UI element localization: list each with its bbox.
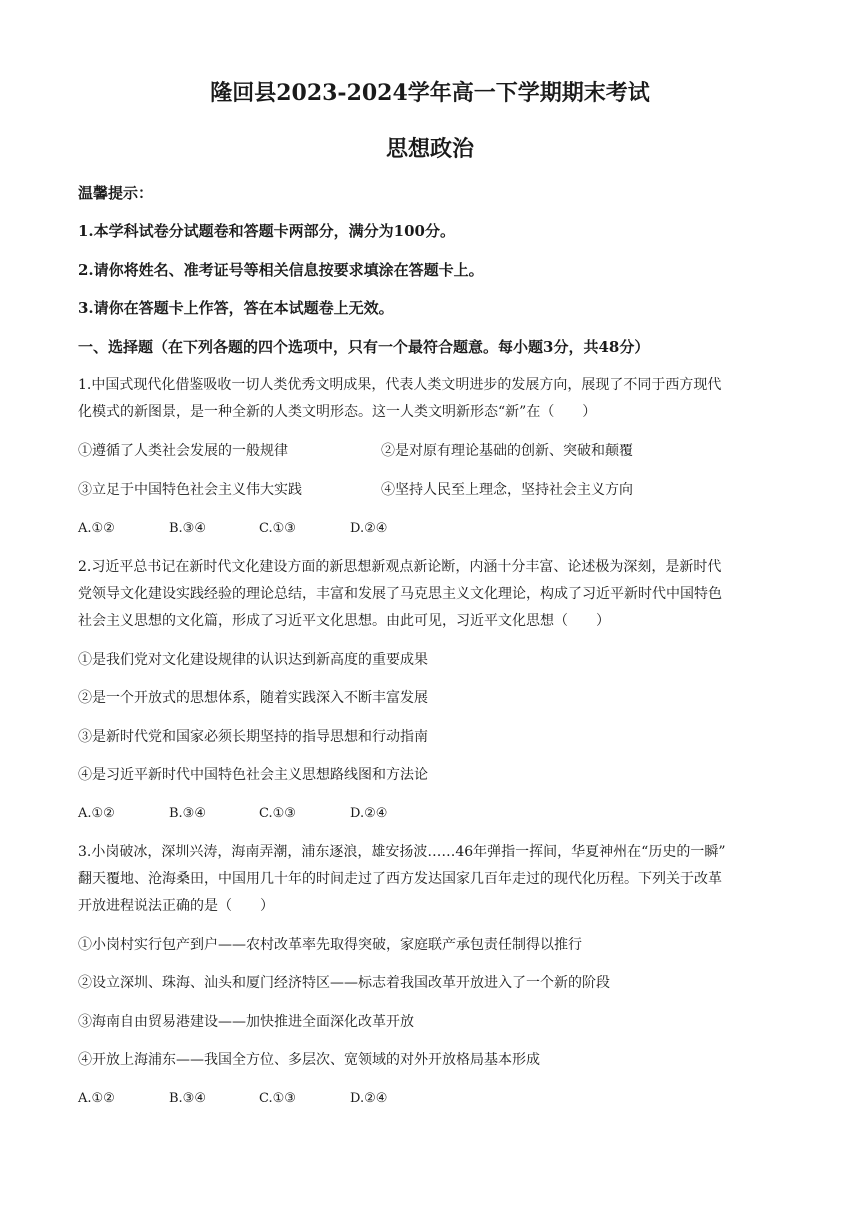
question-option: ②是一个开放式的思想体系，随着实践深入不断丰富发展: [78, 690, 428, 706]
question-option: ④坚持人民至上理念，坚持社会主义方向: [381, 482, 633, 498]
answer-choice: C.①③: [259, 521, 296, 536]
question-stem-line: 3.小岗破冰，深圳兴涛，海南弄潮，浦东逐浪，雄安扬波……46年弹指一挥间，华夏神州在“历史的一瞬”: [78, 844, 726, 860]
answer-choice: C.①③: [259, 1091, 296, 1106]
question-stem-line: 2.习近平总书记在新时代文化建设方面的新思想新观点新论断，内涵十分丰富、论述极为深刻，是新时代: [78, 559, 722, 575]
question-option: ③是新时代党和国家必须长期坚持的指导思想和行动指南: [78, 729, 428, 745]
notice-item: 2.请你将姓名、准考证号等相关信息按要求填涂在答题卡上。: [78, 261, 484, 279]
notice-item: 1.本学科试卷分试题卷和答题卡两部分，满分为100分。: [78, 222, 455, 240]
question-option: ②是对原有理论基础的创新、突破和颠覆: [381, 443, 633, 459]
question-stem-line: 开放进程说法正确的是（ ）: [78, 898, 274, 914]
notice-item: 3.请你在答题卡上作答，答在本试题卷上无效。: [78, 299, 394, 317]
question-option: ①小岗村实行包产到户——农村改革率先取得突破，家庭联产承包责任制得以推行: [78, 937, 582, 953]
question-option: ②设立深圳、珠海、汕头和厦门经济特区——标志着我国改革开放进入了一个新的阶段: [78, 975, 610, 991]
question-option: ③海南自由贸易港建设——加快推进全面深化改革开放: [78, 1014, 414, 1030]
question-option: ④开放上海浦东——我国全方位、多层次、宽领域的对外开放格局基本形成: [78, 1052, 540, 1068]
answer-choice: B.③④: [169, 1091, 206, 1106]
question-stem-line: 翻天覆地、沧海桑田，中国用几十年的时间走过了西方发达国家几百年走过的现代化历程。下列关于改革: [78, 871, 722, 887]
section-heading: 一、选择题（在下列各题的四个选项中，只有一个最符合题意。每小题3分，共48分）: [78, 338, 650, 356]
question-stem-line: 化模式的新图景，是一种全新的人类文明形态。这一人类文明新形态“新”在（ ）: [78, 404, 597, 420]
answer-choice: A.①②: [78, 1091, 115, 1106]
answer-choice: B.③④: [169, 806, 206, 821]
question-stem-line: 党领导文化建设实践经验的理论总结，丰富和发展了马克思主义文化理论，构成了习近平新时代中国特色: [78, 586, 722, 602]
answer-choice: A.①②: [78, 806, 115, 821]
exam-title: 隆回县2023-2024学年高一下学期期末考试: [210, 80, 650, 106]
question-stem-line: 1.中国式现代化借鉴吸收一切人类优秀文明成果，代表人类文明进步的发展方向，展现了不同于西方现代: [78, 377, 722, 393]
answer-choice: D.②④: [350, 521, 388, 536]
answer-choice: D.②④: [350, 806, 388, 821]
question-stem-line: 社会主义思想的文化篇，形成了习近平文化思想。由此可见，习近平文化思想（ ）: [78, 613, 610, 629]
answer-choice: A.①②: [78, 521, 115, 536]
question-option: ④是习近平新时代中国特色社会主义思想路线图和方法论: [78, 767, 428, 783]
question-option: ①是我们党对文化建设规律的认识达到新高度的重要成果: [78, 652, 428, 668]
answer-choice: D.②④: [350, 1091, 388, 1106]
exam-subject: 思想政治: [385, 136, 474, 162]
question-option: ③立足于中国特色社会主义伟大实践: [78, 482, 302, 498]
question-option: ①遵循了人类社会发展的一般规律: [78, 443, 288, 459]
answer-choice: C.①③: [259, 806, 296, 821]
answer-choice: B.③④: [169, 521, 206, 536]
notice-heading: 温馨提示：: [78, 184, 154, 202]
